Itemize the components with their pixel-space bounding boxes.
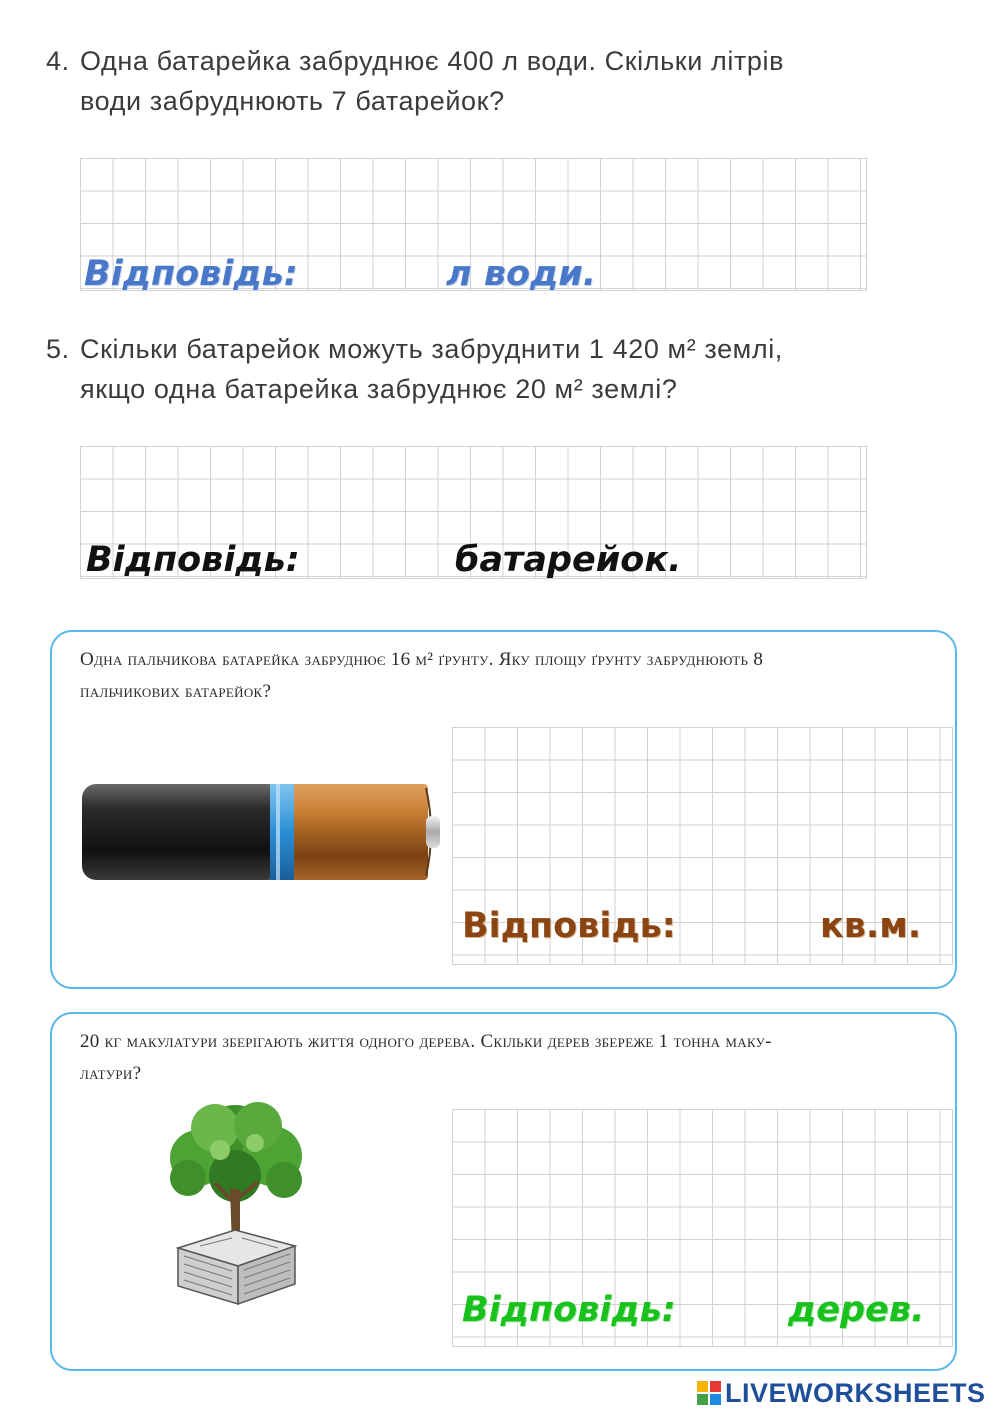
tree-task-line-2: латури?: [80, 1063, 142, 1084]
tree-answer-unit: дерев.: [788, 1290, 925, 1330]
task-5-answer-label: Відповідь:: [86, 540, 300, 580]
battery-task-line-2: пальчикових батарейок?: [80, 681, 272, 702]
task-5-answer-unit: батарейок.: [455, 540, 682, 580]
liveworksheets-logo[interactable]: [697, 1378, 986, 1409]
tree-on-newspapers-image: [160, 1098, 310, 1313]
battery-answer-label: Відповідь:: [462, 906, 676, 946]
liveworksheets-logo-icon: [697, 1381, 721, 1405]
task-4-answer-unit: л води.: [446, 254, 597, 294]
task-4-answer-label: Відповідь:: [84, 254, 298, 294]
liveworksheets-logo-text: LIVEWORKSHEETS: [725, 1378, 986, 1408]
battery-image: [80, 780, 446, 884]
task-4-line-1: Одна батарейка забруднює 400 л води. Скільки літрів: [80, 46, 785, 76]
task-5-line-2: якщо одна батарейка забруднює 20 м² землі?: [80, 374, 678, 404]
task-5-number: 5.: [46, 334, 70, 364]
battery-task-line-1: Одна пальчикова батарейка забруднює 16 м² ґрунту. Яку площу ґрунту забруднюють 8: [80, 649, 764, 670]
tree-answer-label: Відповідь:: [462, 1290, 676, 1330]
task-4-line-2: води забруднюють 7 батарейок?: [80, 86, 505, 116]
battery-answer-unit: кв.м.: [820, 906, 922, 946]
task-5-line-1: Скільки батарейок можуть забруднити 1 420 м² землі,: [80, 334, 783, 364]
task-4-number: 4.: [46, 46, 70, 76]
tree-task-line-1: 20 кг макулатури зберігають життя одного дерева. Скільки дерев збереже 1 тонна маку-: [80, 1031, 772, 1052]
